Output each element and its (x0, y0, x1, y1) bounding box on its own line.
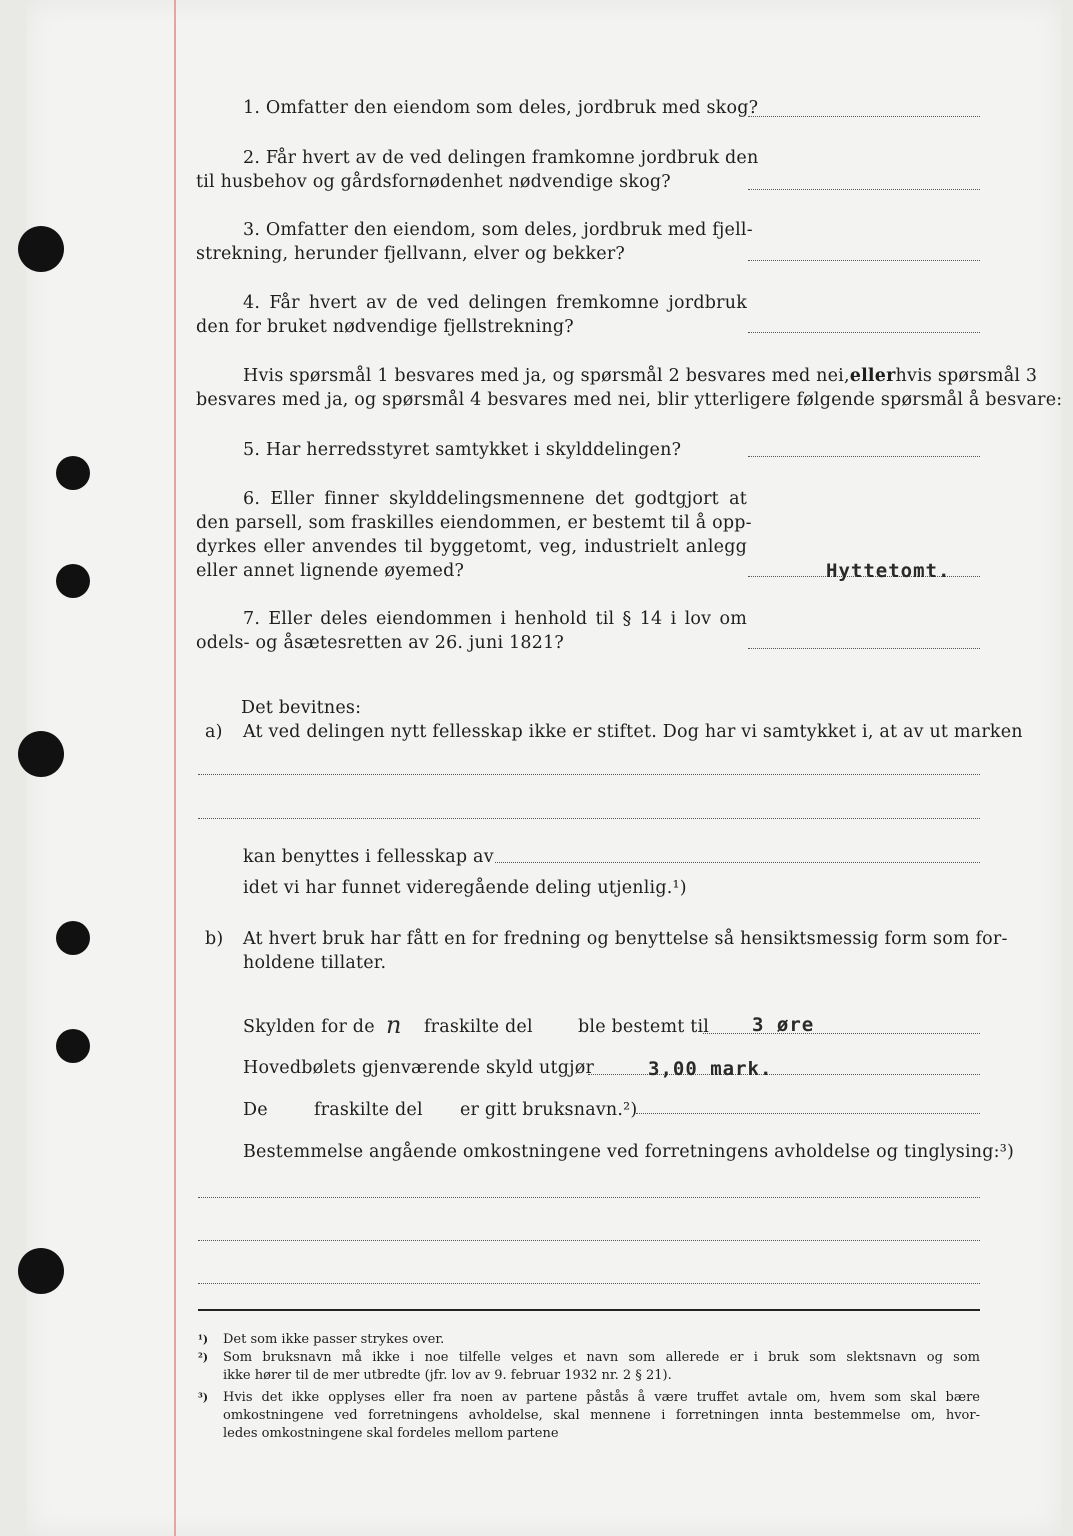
answer-line-bestemmelse-1[interactable] (198, 1197, 980, 1198)
answer-line-q7[interactable] (748, 648, 980, 649)
condition-line2: besvares med ja, og spørsmål 4 besvares med nei, blir ytterligere følgende spørsmål å besvare: (196, 390, 1063, 410)
hovedbol-typed-value: 3,00 mark. (648, 1058, 773, 1080)
footnote-2-mark: ²) (198, 1351, 209, 1364)
answer-line-bestemmelse-2[interactable] (198, 1240, 980, 1241)
answer-line-q4[interactable] (748, 332, 980, 333)
question-7-line2: odels- og åsætesretten av 26. juni 1821? (196, 633, 564, 653)
item-b-line2: holdene tillater. (243, 953, 387, 973)
item-b-label: b) (205, 929, 224, 949)
bevitnes-heading: Det bevitnes: (241, 698, 362, 718)
condition-emphasis: eller (849, 366, 896, 386)
question-6-line2: den parsell, som fraskilles eiendommen, er bestemt til å opp- (196, 513, 752, 533)
item-b-line1: At hvert bruk har fått en for fredning og benyttelse så hensiktsmessig form som for- (243, 929, 1008, 949)
condition-text-a: Hvis spørsmål 1 besvares med ja, og spørsmål 2 besvares med nei, (243, 366, 850, 386)
answer-line-hovedbol[interactable] (588, 1074, 980, 1075)
skylden-handwritten-n: n (386, 1011, 402, 1039)
question-5: 5. Har herredsstyret samtykket i skylddelingen? (243, 440, 682, 460)
answer-line-q1[interactable] (748, 116, 980, 117)
punch-hole (56, 564, 90, 598)
question-1: 1. Omfatter den eiendom som deles, jordbruk med skog? (243, 98, 759, 118)
bruksnavn-label-b: fraskilte del (314, 1100, 423, 1120)
footnote-3-line1: Hvis det ikke opplyses eller fra noen av partene påstås å være truffet avtale om, hvem som skal bære (223, 1390, 980, 1405)
footnote-2-line1: Som bruksnavn må ikke i noe tilfelle velges et navn som allerede er i bruk som slektsnavn og som (223, 1350, 980, 1365)
question-6-line4: eller annet lignende øyemed? (196, 561, 465, 581)
footnote-3-line3: ledes omkostningene skal fordeles mellom partene (223, 1426, 559, 1441)
item-a-label: a) (205, 722, 223, 742)
hovedbol-label: Hovedbølets gjenværende skyld utgjør (243, 1058, 595, 1078)
bestemmelse-label: Bestemmelse angående omkostningene ved forretningens avholdelse og tinglysing:³) (243, 1142, 1014, 1162)
footnote-3-line2: omkostningene ved forretningens avholdelse, skal mennene i forretningen innta bestemmelse om, hvor- (223, 1408, 980, 1423)
answer-line-a2[interactable] (198, 818, 980, 819)
margin-line (174, 0, 176, 1536)
answer-line-q3[interactable] (748, 260, 980, 261)
condition-line1 (243, 364, 1038, 388)
question-6-line3: dyrkes eller anvendes til byggetomt, veg, industrielt anlegg (196, 537, 747, 557)
question-6-line1: 6. Eller finner skylddelingsmennene det godtgjort at (243, 489, 747, 509)
answer-line-skyld[interactable] (703, 1033, 980, 1034)
punch-hole (56, 456, 90, 490)
punch-hole (56, 1029, 90, 1063)
punch-hole (18, 731, 64, 777)
question-4-line1: 4. Får hvert av de ved delingen fremkomne jordbruk (243, 293, 747, 313)
skyld-typed-value: 3 øre (752, 1014, 815, 1036)
skylden-label-c: ble bestemt til (578, 1017, 710, 1037)
answer-line-q5[interactable] (748, 456, 980, 457)
answer-line-q2[interactable] (748, 189, 980, 190)
footnote-3-mark: ³) (198, 1391, 209, 1404)
q6-typed-answer: Hyttetomt. (826, 560, 951, 582)
answer-line-a1[interactable] (198, 774, 980, 775)
question-2-line2: til husbehov og gårdsfornødenhet nødvendige skog? (196, 172, 671, 192)
bruksnavn-label-a: De (243, 1100, 268, 1120)
answer-line-bruksnavn[interactable] (636, 1113, 980, 1114)
skylden-label-a: Skylden for de (243, 1017, 375, 1037)
question-3-line1: 3. Omfatter den eiendom, som deles, jordbruk med fjell- (243, 220, 753, 240)
kan-benyttes-label: kan benyttes i fellesskap av (243, 847, 494, 867)
question-2-line1: 2. Får hvert av de ved delingen framkomne jordbruk den (243, 148, 759, 168)
condition-text-c: hvis spørsmål 3 (895, 366, 1038, 386)
question-7-line1: 7. Eller deles eiendommen i henhold til § 14 i lov om (243, 609, 747, 629)
footnote-1: Det som ikke passer strykes over. (223, 1332, 445, 1347)
question-3-line2: strekning, herunder fjellvann, elver og bekker? (196, 244, 625, 264)
question-4-line2: den for bruket nødvendige fjellstrekning? (196, 317, 574, 337)
skylden-label-b: fraskilte del (424, 1017, 533, 1037)
punch-hole (18, 1248, 64, 1294)
answer-line-bestemmelse-3[interactable] (198, 1283, 980, 1284)
bruksnavn-label-c: er gitt bruksnavn.²) (460, 1100, 638, 1120)
footnote-1-mark: ¹) (198, 1333, 209, 1346)
idet-text: idet vi har funnet videregående deling utjenlig.¹) (243, 878, 687, 898)
item-a-text: At ved delingen nytt fellesskap ikke er stiftet. Dog har vi samtykket i, at av ut marken (243, 722, 1023, 742)
footnote-rule (198, 1309, 980, 1311)
punch-hole (56, 921, 90, 955)
footnote-2-line2: ikke hører til de mer utbredte (jfr. lov av 9. februar 1932 nr. 2 § 21). (223, 1368, 672, 1383)
answer-line-fellesskap[interactable] (495, 862, 980, 863)
punch-hole (18, 226, 64, 272)
